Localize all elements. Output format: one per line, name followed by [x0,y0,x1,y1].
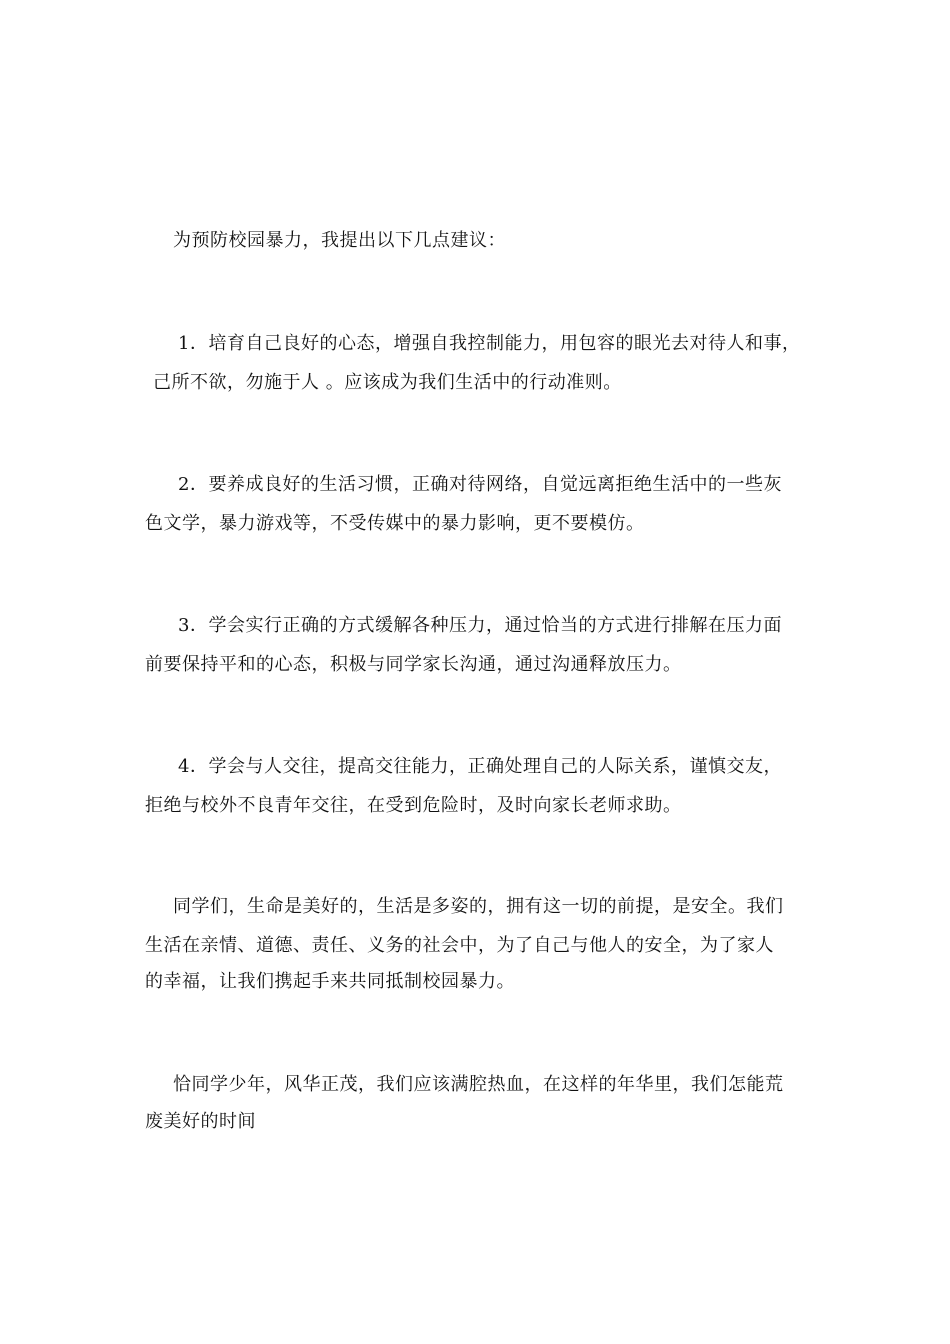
suggestion-4-line-1: 4．学会与人交往，提高交往能力，正确处理自己的人际关系，谨慎交友， [178,756,782,777]
closing-line-2: 生活在亲情、道德、责任、义务的社会中，为了自己与他人的安全，为了家人 [145,935,774,956]
suggestion-1-line-1: 1．培育自己良好的心态，增强自我控制能力，用包容的眼光去对待人和事， [178,333,801,354]
suggestion-4-line-2: 拒绝与校外不良青年交往，在受到危险时，及时向家长老师求助。 [145,795,682,816]
suggestion-2-line-1: 2．要养成良好的生活习惯，正确对待网络，自觉远离拒绝生活中的一些灰 [178,474,782,495]
intro-paragraph: 为预防校园暴力，我提出以下几点建议： [173,230,506,251]
closing-line-3: 的幸福，让我们携起手来共同抵制校园暴力。 [145,971,515,992]
final-line-1: 恰同学少年，风华正茂，我们应该满腔热血，在这样的年华里，我们怎能荒 [173,1074,784,1095]
suggestion-3-line-2: 前要保持平和的心态，积极与同学家长沟通，通过沟通释放压力。 [145,654,682,675]
closing-line-1: 同学们，生命是美好的，生活是多姿的，拥有这一切的前提，是安全。我们 [173,896,784,917]
suggestion-2-line-2: 色文学，暴力游戏等，不受传媒中的暴力影响，更不要模仿。 [145,513,645,534]
final-line-2: 废美好的时间 [145,1111,256,1132]
suggestion-1-line-2: 己所不欲，勿施于人 。应该成为我们生活中的行动准则。 [153,372,622,393]
suggestion-3-line-1: 3．学会实行正确的方式缓解各种压力，通过恰当的方式进行排解在压力面 [178,615,782,636]
